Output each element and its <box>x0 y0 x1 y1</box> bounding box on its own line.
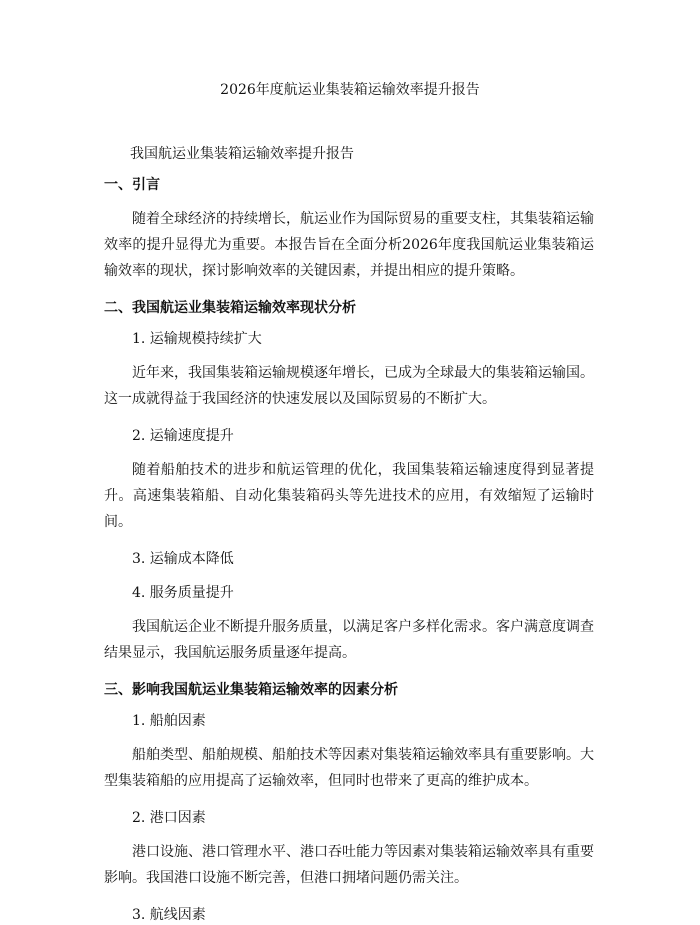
subsection-paragraph: 船舶类型、船舶规模、船舶技术等因素对集装箱运输效率具有重要影响。大型集装箱船的应用提高了运输效率，但同时也带来了更高的维护成本。 <box>104 747 594 789</box>
section-heading: 二、我国航运业集装箱运输效率现状分析 <box>104 300 356 316</box>
subsection-heading: 3. 航线因素 <box>132 907 206 923</box>
subsection-paragraph: 港口设施、港口管理水平、港口吞吐能力等因素对集装箱运输效率具有重要影响。我国港口设施不断完善，但港口拥堵问题仍需关注。 <box>104 844 594 886</box>
subsection-paragraph: 随着船舶技术的进步和航运管理的优化，我国集装箱运输速度得到显著提升。高速集装箱船、自动化集装箱码头等先进技术的应用，有效缩短了运输时间。 <box>104 462 594 530</box>
subsection-heading: 2. 运输速度提升 <box>132 428 234 444</box>
section-heading: 三、影响我国航运业集装箱运输效率的因素分析 <box>104 682 398 698</box>
subsection-heading: 4. 服务质量提升 <box>132 585 234 601</box>
document-subtitle: 我国航运业集装箱运输效率提升报告 <box>130 146 354 162</box>
subsection-heading: 3. 运输成本降低 <box>132 551 234 567</box>
subsection-paragraph: 我国航运企业不断提升服务质量，以满足客户多样化需求。客户满意度调查结果显示，我国航运服务质量逐年提高。 <box>104 619 594 661</box>
section-paragraph: 随着全球经济的持续增长，航运业作为国际贸易的重要支柱，其集装箱运输效率的提升显得尤为重要。本报告旨在全面分析2026年度我国航运业集装箱运输效率的现状，探讨影响效率的关键因素，并提出相应的提升策略。 <box>104 211 594 279</box>
document-title: 2026年度航运业集装箱运输效率提升报告 <box>220 82 480 98</box>
subsection-heading: 2. 港口因素 <box>132 810 206 826</box>
document-body <box>104 175 594 925</box>
subsection-paragraph: 近年来，我国集装箱运输规模逐年增长，已成为全球最大的集装箱运输国。这一成就得益于我国经济的快速发展以及国际贸易的不断扩大。 <box>104 365 594 407</box>
section-heading: 一、引言 <box>104 177 160 193</box>
subsection-heading: 1. 船舶因素 <box>132 713 206 729</box>
subsection-heading: 1. 运输规模持续扩大 <box>132 331 262 347</box>
